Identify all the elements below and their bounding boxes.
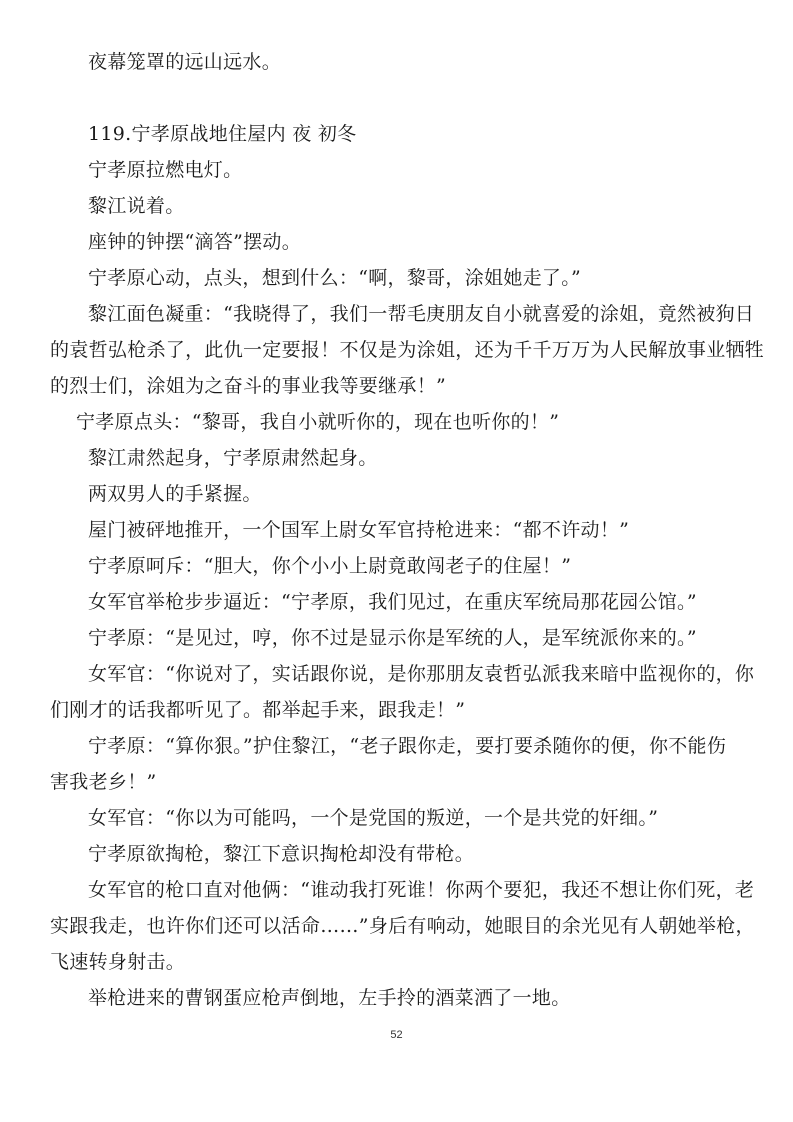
text-line: 黎江面色凝重：“我晓得了，我们一帮毛庚朋友自小就喜爱的涂姐，竟然被狗日 <box>88 303 755 325</box>
text-line: 黎江肃然起身，宁孝原肃然起身。 <box>88 447 378 469</box>
text-line: 宁孝原点头：“黎哥，我自小就听你的，现在也听你的！” <box>76 411 560 433</box>
text-line: 屋门被砰地推开，一个国军上尉女军官持枪进来：“都不许动！” <box>88 519 630 541</box>
text-line: 飞速转身射击。 <box>50 951 186 973</box>
text-line: 女军官的枪口直对他俩：“谁动我打死谁！你两个要犯，我还不想让你们死，老 <box>88 879 755 901</box>
page-number: 52 <box>390 1029 403 1041</box>
text-line: 黎江说着。 <box>88 195 185 217</box>
text-line: 宁孝原拉燃电灯。 <box>88 159 243 181</box>
text-line: 举枪进来的曹钢蛋应枪声倒地，左手拎的酒菜洒了一地。 <box>88 987 571 1009</box>
text-line: 宁孝原呵斥：“胆大，你个小小上尉竟敢闯老子的住屋！” <box>88 555 572 577</box>
text-line: 宁孝原心动，点头，想到什么：“啊，黎哥，涂姐她走了。” <box>88 267 582 289</box>
text-line: 宁孝原：“是见过，哼，你不过是显示你是军统的人，是军统派你来的。” <box>88 627 697 649</box>
text-line: 的烈士们，涂姐为之奋斗的事业我等要继承！” <box>50 375 447 397</box>
text-line: 害我老乡！” <box>50 771 157 793</box>
text-line: 夜幕笼罩的远山远水。 <box>88 51 282 73</box>
text-line: 宁孝原欲掏枪，黎江下意识掏枪却没有带枪。 <box>88 843 475 865</box>
scene-heading: 119.宁孝原战地住屋内 夜 初冬 <box>88 123 357 145</box>
text-line: 女军官：“你说对了，实话跟你说，是你那朋友袁哲弘派我来暗中监视你的，你 <box>88 663 755 685</box>
text-line: 两双男人的手紧握。 <box>88 483 262 505</box>
text-line: 女军官：“你以为可能吗，一个是党国的叛逆，一个是共党的奸细。” <box>88 807 659 829</box>
text-line: 实跟我走，也许你们还可以活命……”身后有响动，她眼目的余光见有人朝她举枪， <box>50 915 755 937</box>
text-line: 宁孝原：“算你狠。”护住黎江，“老子跟你走，要打要杀随你的便，你不能伤 <box>88 735 727 757</box>
text-line: 座钟的钟摆“滴答”摆动。 <box>88 231 302 253</box>
text-line: 们刚才的话我都听见了。都举起手来，跟我走！” <box>50 699 466 721</box>
text-line: 女军官举枪步步逼近：“宁孝原，我们见过，在重庆军统局那花园公馆。” <box>88 591 697 613</box>
text-line: 的袁哲弘枪杀了，此仇一定要报！不仅是为涂姐，还为千千万万为人民解放事业牺牲 <box>50 339 765 361</box>
